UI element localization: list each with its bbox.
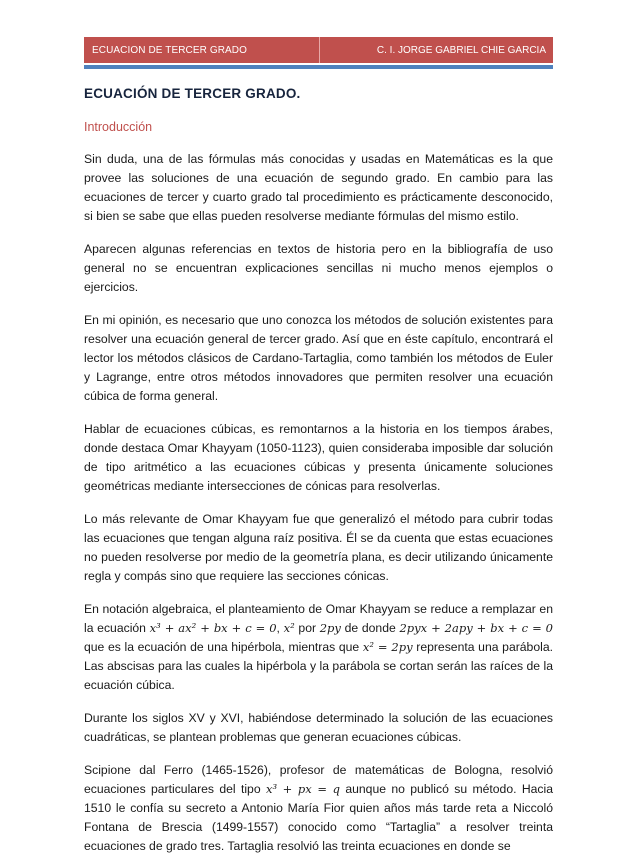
paragraph-algebraic-notation — [84, 600, 553, 695]
text-segment: por — [294, 621, 320, 635]
text-segment: , — [276, 621, 284, 635]
document-title: ECUACIÓN DE TERCER GRADO. — [84, 86, 301, 101]
text-segment: aunque no publicó su método. Hacia 1510 le confía su secreto a Antonio María Fior quien años más tarde reta a Niccoló Fontana de Brescia (1499-1557) conocido como “Tartaglia” a resolver treinta ecuaciones de grado tres. Tartaglia resolvió las treinta ecuaciones en donde se — [84, 782, 553, 853]
paragraph-5: Lo más relevante de Omar Khayyam fue que generalizó el método para cubrir todas las ecuaciones que tengan alguna raíz positiva. Él se da cuenta que estas ecuaciones no pueden resolverse por medio de la geometría plana, es decir utilizando únicamente regla y compás sino que requiere las secciones cónicas. — [84, 512, 553, 583]
header-author: C. I. JORGE GABRIEL CHIE GARCIA — [376, 44, 546, 56]
paragraph-siglos-xv-xvi: Durante los siglos XV y XVI, habiéndose determinado la solución de las ecuaciones cuadráticas, se plantean problemas que generan ecuaciones cúbicas. — [84, 711, 553, 744]
text-segment: representa una parábola. Las abscisas para las cuales la hipérbola y la parábola se cortan serán las raíces de la ecuación cúbica. — [84, 640, 553, 692]
header-divider — [84, 65, 553, 69]
math-depressed-cubic: x³ + px = q — [265, 782, 340, 796]
math-parabola-equation: x² = 2py — [362, 640, 413, 654]
text-segment: que es la ecuación de una hipérbola, mientras que — [84, 640, 363, 654]
document-body — [84, 84, 553, 856]
text-segment: Scipione dal Ferro (1465-1526), profesor de matemáticas de Bologna, resolvió ecuaciones particulares del tipo — [84, 763, 553, 796]
math-cubic-equation: x³ + ax² + bx + c = 0 — [149, 621, 277, 635]
text-segment: de donde — [340, 621, 400, 635]
page-header — [84, 37, 553, 63]
paragraph-2: Aparecen algunas referencias en textos de historia pero en la bibliografía de uso general no se encuentran explicaciones sencillas ni mucho menos ejemplos o ejercicios. — [84, 242, 553, 294]
paragraph-scipione-dal-ferro — [84, 761, 553, 856]
paragraph-1: Sin duda, una de las fórmulas más conocidas y usadas en Matemáticas es la que provee las soluciones de una ecuación de segundo grado. En cambio para las ecuaciones de tercer y cuarto grado tal procedimiento es prácticamente desconocido, si bien se sabe que ellas pueden resolverse mediante fórmulas del mismo estilo. — [84, 152, 553, 223]
math-hyperbola-equation: 2pyx + 2apy + bx + c = 0 — [399, 621, 553, 635]
text-segment: En notación algebraica, el planteamiento de Omar Khayyam se reduce a remplazar en la ecuación — [84, 602, 553, 635]
paragraph-3: En mi opinión, es necesario que uno conozca los métodos de solución existentes para resolver una ecuación general de tercer grado. Así que en éste capítulo, encontrará el lector los métodos clásicos de Cardano-Tartaglia, como también los métodos de Euler y Lagrange, entre otros métodos innovadores que permiten resolver una ecuación cúbica de forma general. — [84, 313, 553, 403]
math-2py: 2py — [319, 621, 341, 635]
section-heading-introduccion: Introducción — [84, 120, 153, 134]
paragraph-4: Hablar de ecuaciones cúbicas, es remontarnos a la historia en los tiempos árabes, donde destaca Omar Khayyam (1050-1123), quien consideraba imposible dar solución de tipo aritmético a las ecuaciones cúbicas y presenta únicamente soluciones geométricas mediante intersecciones de cónicas para resolverlas. — [84, 422, 553, 493]
header-document-title: ECUACION DE TERCER GRADO — [84, 37, 320, 63]
math-x-squared: x² — [283, 621, 295, 635]
